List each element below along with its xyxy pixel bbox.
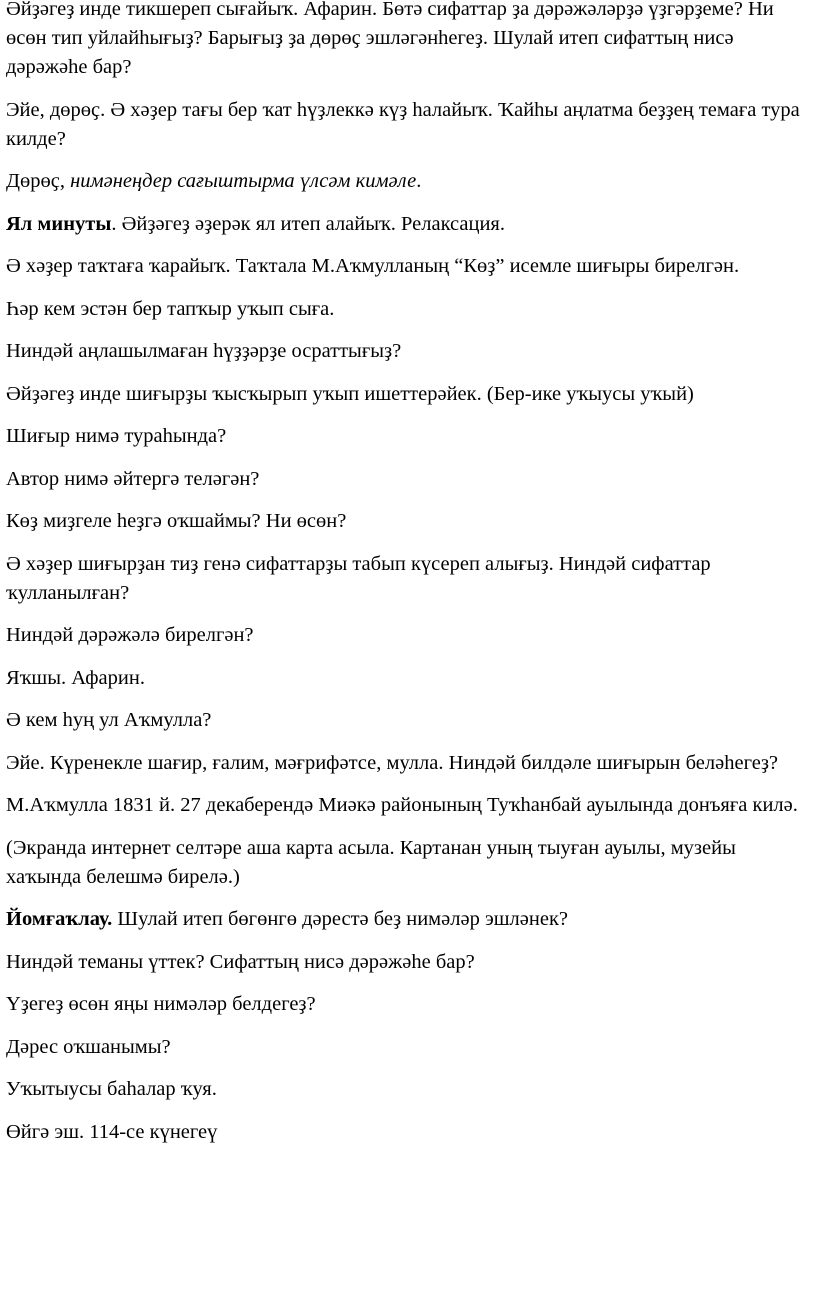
paragraph-11 — [6, 507, 810, 536]
paragraph-12-text: Ә хәҙер шиғырҙан тиҙ генә сифаттарҙы табып күсереп алығыҙ. Ниндәй сифаттар ҡулланылған? — [6, 552, 711, 604]
paragraph-17 — [6, 791, 810, 820]
paragraph-9-text: Шиғыр нимә тураһында? — [6, 425, 227, 447]
paragraph-23-text: Уҡытыусы баһалар ҡуя. — [6, 1078, 217, 1100]
paragraph-11-text: Көҙ миҙгеле һеҙгә оҡшаймы? Ни өсөн? — [6, 510, 347, 532]
paragraph-7 — [6, 337, 810, 366]
paragraph-17-text: М.Аҡмулла 1831 й. 27 декаберендә Миәкә районының Туҡһанбай ауылында донъяға килә. — [6, 794, 798, 816]
paragraph-22-text: Дәрес оҡшанымы? — [6, 1035, 171, 1058]
paragraph-24-text: Өйгә эш. 114-се күнегеү — [6, 1120, 218, 1143]
paragraph-10-text: Автор нимә әйтергә теләгән? — [6, 467, 260, 490]
paragraph-9 — [6, 422, 810, 451]
paragraph-3-suffix: . — [416, 170, 422, 192]
paragraph-16 — [6, 749, 810, 778]
break-heading: Ял минуты — [6, 212, 112, 235]
paragraph-1 — [6, 0, 810, 82]
paragraph-23 — [6, 1075, 810, 1104]
paragraph-5 — [6, 252, 810, 281]
paragraph-4-text: . Әйҙәгеҙ әҙерәк ял итеп алайыҡ. Релаксация. — [111, 212, 505, 235]
paragraph-8 — [6, 380, 810, 409]
paragraph-14 — [6, 664, 810, 693]
paragraph-14-text: Яҡшы. Афарин. — [6, 666, 145, 689]
paragraph-3-prefix: Дөрөҫ, — [6, 170, 71, 192]
paragraph-12 — [6, 550, 810, 608]
paragraph-22 — [6, 1033, 810, 1062]
paragraph-1-text: Әйҙәгеҙ инде тикшереп сығайыҡ. Афарин. Бөтә сифаттар ҙа дәрәжәләрҙә үҙгәрҙеме? Ни өсөн тип уйлайһығыҙ? Барығыҙ ҙа дөрөҫ эшләгәнһегеҙ. Шулай итеп сифаттың нисә дәрәжәһе бар? — [6, 0, 774, 78]
paragraph-3 — [6, 167, 810, 196]
paragraph-10 — [6, 465, 810, 494]
paragraph-21-text: Үҙегеҙ өсөн яңы нимәләр белдегеҙ? — [6, 993, 316, 1015]
paragraph-19 — [6, 905, 810, 934]
paragraph-13-text: Ниндәй дәрәжәлә бирелгән? — [6, 624, 254, 646]
paragraph-18 — [6, 834, 810, 892]
paragraph-5-text: Ә хәҙер таҡтаға ҡарайыҡ. Таҡтала М.Аҡмулланың “Көҙ” исемле шиғыры бирелгән. — [6, 255, 740, 277]
paragraph-18-text: (Экранда интернет селтәре аша карта асыла. Картанан уның тыуған ауылы, музейы хаҡында белешмә бирелә.) — [6, 836, 736, 888]
paragraph-4 — [6, 210, 810, 239]
paragraph-19-text: Шулай итеп бөгөнгө дәрестә беҙ нимәләр эшләнек? — [112, 908, 569, 930]
paragraph-7-text: Ниндәй аңлашылмаған һүҙҙәрҙе осраттығыҙ? — [6, 340, 402, 362]
paragraph-21 — [6, 990, 810, 1019]
paragraph-2 — [6, 96, 810, 154]
summary-heading: Йомғаҡлау. — [6, 908, 113, 930]
paragraph-20 — [6, 948, 810, 977]
paragraph-6 — [6, 295, 810, 324]
paragraph-16-text: Эйе. Күренекле шағир, ғалим, мәғрифәтсе, мулла. Ниндәй билдәле шиғырын беләһегеҙ? — [6, 751, 779, 774]
paragraph-2-text: Эйе, дөрөҫ. Ә хәҙер тағы бер ҡат һүҙлеккә күҙ һалайыҡ. Ҡайһы аңлатма беҙҙең темаға тура килде? — [6, 98, 800, 150]
paragraph-24 — [6, 1118, 810, 1147]
paragraph-20-text: Ниндәй теманы үттек? Сифаттың нисә дәрәжәһе бар? — [6, 950, 475, 973]
paragraph-13 — [6, 621, 810, 650]
paragraph-6-text: Һәр кем эстән бер тапҡыр уҡып сыға. — [6, 297, 335, 320]
paragraph-15-text: Ә кем һуң ул Аҡмулла? — [6, 709, 212, 731]
paragraph-3-italic: нимәнеңдер сағыштырма үлсәм кимәле — [70, 170, 417, 192]
paragraph-8-text: Әйҙәгеҙ инде шиғырҙы ҡысҡырып уҡып ишеттерәйек. (Бер-ике уҡыусы уҡый) — [6, 382, 694, 405]
paragraph-15 — [6, 706, 810, 735]
